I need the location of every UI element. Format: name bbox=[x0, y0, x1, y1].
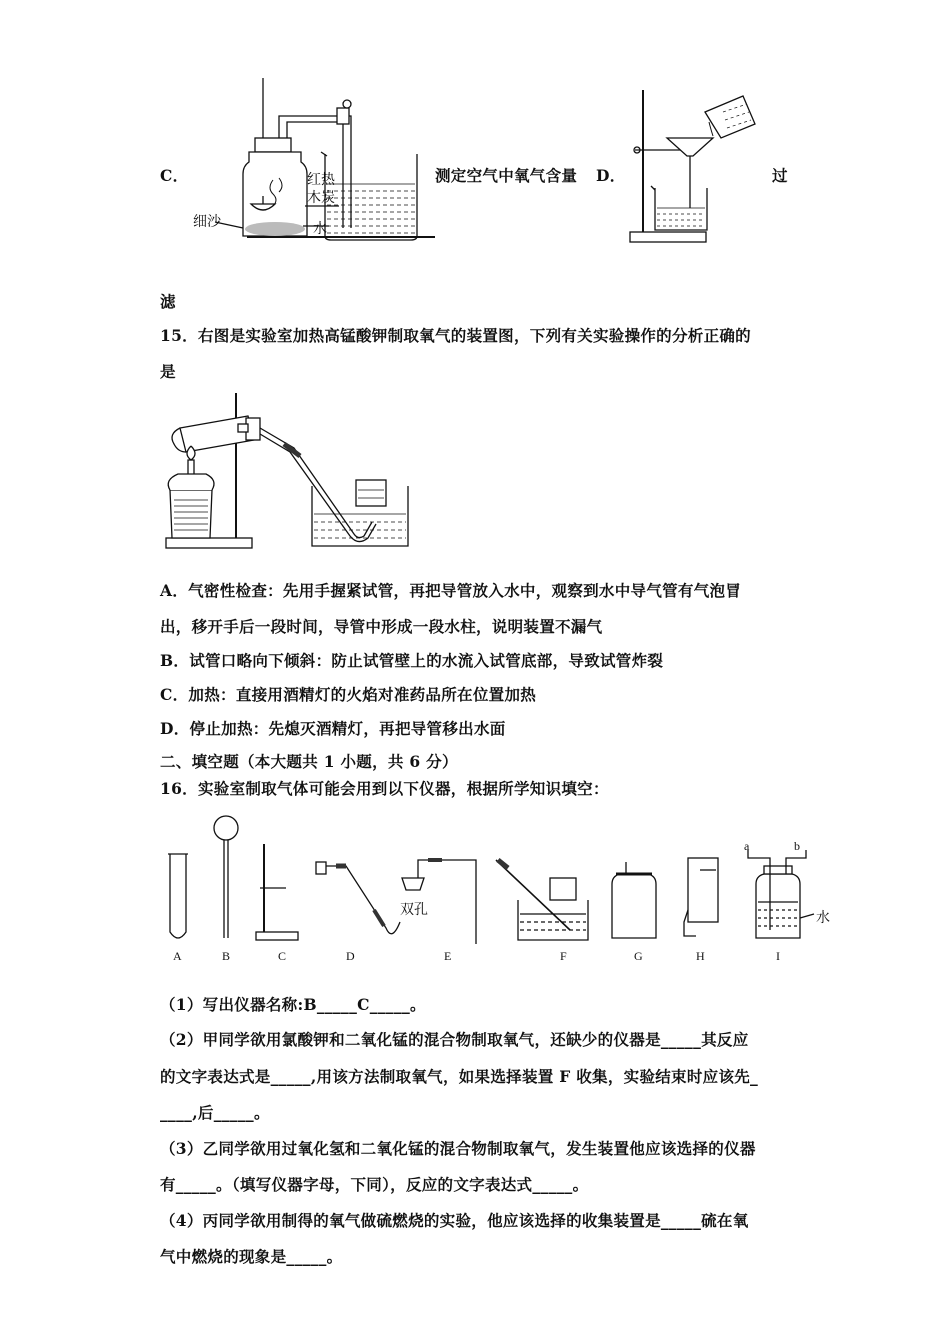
option-c-text: 测定空气中氧气含量 bbox=[435, 166, 578, 185]
label-red-hot: 红热 bbox=[307, 172, 335, 188]
figure-filtration-apparatus bbox=[625, 82, 760, 248]
q15-stem-line1: 15．右图是实验室加热高锰酸钾制取氧气的装置图，下列有关实验操作的分析正确的 bbox=[160, 326, 751, 345]
apparatus-a-test-tube bbox=[168, 854, 188, 938]
apparatus-b-long-neck-funnel bbox=[214, 816, 238, 938]
apparatus-label: E bbox=[444, 949, 452, 963]
q15-option-a-line2: 出，移开手后一段时间，导管中形成一段水柱，说明装置不漏气 bbox=[160, 617, 603, 636]
apparatus-label: A bbox=[173, 949, 182, 963]
q16-part3-line2: 有_____。（填写仪器字母，下同），反应的文字表达式_____。 bbox=[160, 1175, 589, 1194]
label-port-b: b bbox=[794, 839, 800, 853]
figure-lab-apparatus-row bbox=[160, 810, 830, 970]
figure-kmno4-oxygen-apparatus bbox=[158, 388, 418, 553]
apparatus-label: F bbox=[560, 949, 567, 963]
q15-option-c: C．加热：直接用酒精灯的火焰对准药品所在位置加热 bbox=[160, 685, 537, 704]
apparatus-label: H bbox=[696, 949, 705, 963]
q15-option-a-line1: A．气密性检查：先用手握紧试管，再把导管放入水中，观察到水中导气管有气泡冒 bbox=[160, 581, 742, 600]
apparatus-label: B bbox=[222, 949, 231, 963]
apparatus-label: C bbox=[278, 949, 287, 963]
q15-option-b: B．试管口略向下倾斜：防止试管壁上的水流入试管底部，导致试管炸裂 bbox=[160, 651, 664, 670]
apparatus-f-water-trough bbox=[496, 860, 588, 940]
label-water: 水 bbox=[313, 221, 327, 237]
option-d-letter: D． bbox=[596, 166, 626, 185]
label-water-i: 水 bbox=[816, 910, 830, 926]
apparatus-h-apparatus bbox=[684, 858, 718, 936]
option-c-letter: C． bbox=[160, 166, 189, 185]
q16-part4-line2: 气中燃烧的现象是_____。 bbox=[160, 1247, 343, 1266]
option-d-text-part2: 滤 bbox=[160, 292, 176, 311]
apparatus-g-gas-jar bbox=[612, 862, 656, 938]
q16-part1: （1）写出仪器名称:B_____C_____。 bbox=[160, 995, 426, 1014]
label-double-hole: 双孔 bbox=[400, 902, 428, 918]
figure-oxygen-content-apparatus bbox=[185, 78, 430, 248]
apparatus-label: G bbox=[634, 949, 643, 963]
apparatus-d-stopper-tube bbox=[316, 862, 400, 934]
q16-stem: 16．实验室制取气体可能会用到以下仪器，根据所学知识填空： bbox=[160, 779, 609, 798]
q16-part2-line2: 的文字表达式是_____,用该方法制取氧气，如果选择装置 F 收集，实验结束时应该先_ bbox=[160, 1067, 759, 1086]
q16-part3-line1: （3）乙同学欲用过氧化氢和二氧化锰的混合物制取氧气，发生装置他应该选择的仪器 bbox=[160, 1139, 756, 1158]
q16-part2-line3: ____,后_____。 bbox=[160, 1103, 270, 1122]
label-charcoal: 木炭 bbox=[307, 190, 335, 206]
apparatus-label: I bbox=[776, 949, 780, 963]
label-port-a: a bbox=[744, 839, 750, 853]
apparatus-label: D bbox=[346, 949, 355, 963]
label-sand: 细沙 bbox=[193, 214, 221, 230]
section-heading-fill-in: 二、填空题（本大题共 1 小题，共 6 分） bbox=[160, 752, 458, 771]
option-d-text-part1: 过 bbox=[772, 166, 788, 185]
apparatus-i-gas-washing-bottle bbox=[748, 850, 814, 938]
apparatus-c-iron-stand bbox=[256, 844, 298, 940]
q16-part4-line1: （4）丙同学欲用制得的氧气做硫燃烧的实验，他应该选择的收集装置是_____硫在氧 bbox=[160, 1211, 749, 1230]
q15-option-d: D．停止加热：先熄灭酒精灯，再把导管移出水面 bbox=[160, 719, 506, 738]
q15-stem-line2: 是 bbox=[160, 362, 176, 381]
q16-part2-line1: （2）甲同学欲用氯酸钾和二氧化锰的混合物制取氧气，还缺少的仪器是_____其反应 bbox=[160, 1030, 749, 1049]
